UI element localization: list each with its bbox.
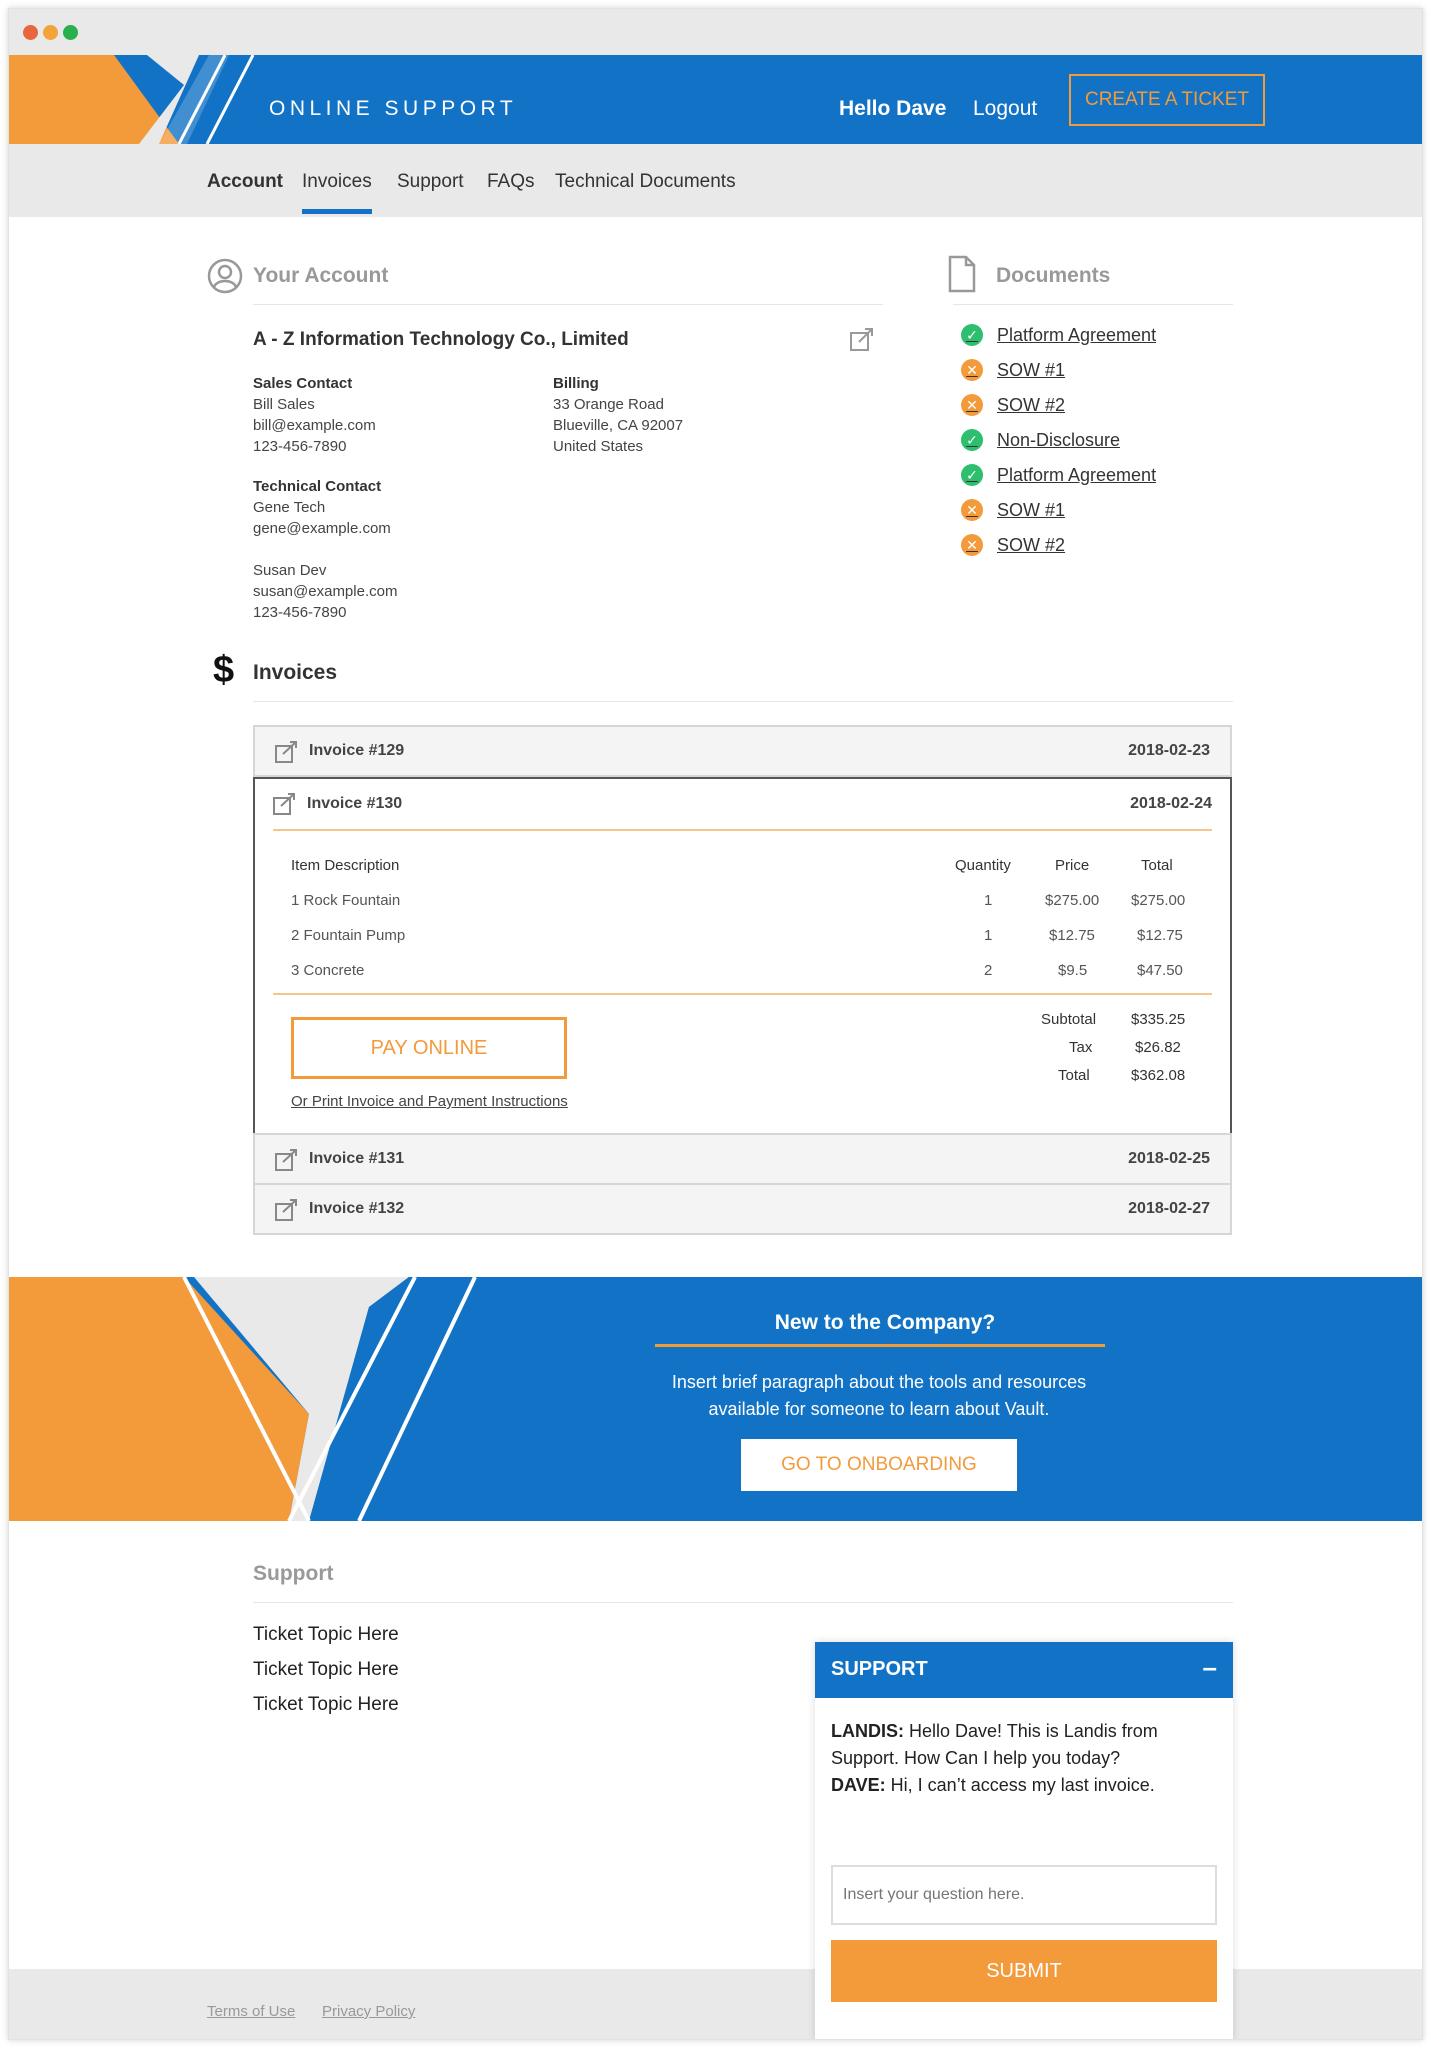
document-label: SOW #2: [997, 534, 1066, 555]
tab-technical-documents[interactable]: Technical Documents: [555, 171, 736, 192]
other-contact-name: Susan Dev: [253, 562, 327, 579]
col-total-header: Total: [1141, 857, 1173, 874]
invoice-date: 2018-02-23: [1128, 742, 1210, 759]
invoices-divider: [253, 701, 1233, 702]
chat-question-input[interactable]: [831, 1865, 1217, 1925]
site-header: [9, 55, 1422, 144]
ticket-topic[interactable]: Ticket Topic Here: [253, 1694, 399, 1715]
items-divider: [273, 993, 1212, 995]
document-link[interactable]: [961, 359, 1065, 381]
sales-contact-block: [253, 373, 376, 457]
ticket-topic[interactable]: Ticket Topic Here: [253, 1659, 399, 1680]
document-link[interactable]: [961, 464, 1156, 486]
document-link[interactable]: [961, 429, 1120, 451]
item-quantity: 2: [984, 962, 993, 979]
document-label: Platform Agreement: [997, 464, 1157, 485]
chat-title: SUPPORT: [831, 1658, 928, 1680]
pay-online-button[interactable]: PAY ONLINE: [291, 1017, 567, 1079]
window-minimize-button[interactable]: [43, 25, 58, 40]
invoice-expanded: [253, 777, 1232, 1135]
item-total: $275.00: [1131, 892, 1186, 909]
col-description-header: Item Description: [291, 857, 400, 874]
window-titlebar: [9, 9, 1422, 55]
document-label: SOW #1: [997, 359, 1066, 380]
check-icon: ✓: [961, 429, 983, 451]
technical-contact-heading: Technical Contact: [253, 478, 382, 495]
billing-country: United States: [553, 438, 644, 455]
window-close-button[interactable]: [23, 25, 38, 40]
col-price-header: Price: [1055, 857, 1090, 874]
ticket-topic[interactable]: Ticket Topic Here: [253, 1624, 399, 1645]
minimize-icon[interactable]: –: [1202, 1652, 1217, 1682]
account-divider: [253, 304, 883, 305]
edit-icon[interactable]: [849, 327, 875, 353]
open-invoice-icon: [275, 741, 299, 763]
item-total: $47.50: [1137, 962, 1183, 979]
billing-city: Blueville, CA 92007: [553, 417, 684, 434]
other-contact-block: [253, 560, 397, 623]
chat-speaker: DAVE:: [831, 1775, 886, 1795]
total-value: $362.08: [1131, 1067, 1186, 1084]
brand-logo-shapes: [9, 55, 309, 144]
billing-heading: Billing: [553, 375, 599, 392]
col-quantity-header: Quantity: [955, 857, 1011, 874]
invoice-label: Invoice #131: [309, 1150, 405, 1167]
tax-label: Tax: [1069, 1039, 1093, 1056]
document-link[interactable]: [961, 499, 1065, 521]
banner-title: New to the Company?: [774, 1311, 996, 1334]
invoice-date: 2018-02-25: [1128, 1150, 1210, 1167]
invoice-date: 2018-02-24: [1130, 795, 1212, 812]
browser-window: [8, 8, 1423, 2040]
invoice-row[interactable]: [253, 725, 1232, 777]
billing-street: 33 Orange Road: [553, 396, 664, 413]
window-maximize-button[interactable]: [63, 25, 78, 40]
onboarding-banner: [9, 1277, 1422, 1521]
other-contact-phone: 123-456-7890: [253, 604, 347, 621]
terms-of-use-link[interactable]: Terms of Use: [207, 2003, 296, 2020]
x-icon: ✕: [961, 534, 983, 556]
brand-title: ONLINE SUPPORT: [269, 97, 518, 120]
invoice-header-divider: [273, 829, 1212, 831]
check-icon: ✓: [961, 324, 983, 346]
user-greeting: Hello Dave: [839, 97, 947, 120]
item-description: 2 Fountain Pump: [291, 927, 406, 944]
sales-contact-phone: 123-456-7890: [253, 438, 347, 455]
account-title: Your Account: [253, 264, 389, 287]
billing-block: [553, 373, 683, 457]
document-label: Non-Disclosure: [997, 429, 1121, 450]
banner-divider: [655, 1344, 1105, 1347]
chat-message: [831, 1772, 1221, 1799]
document-label: SOW #2: [997, 394, 1066, 415]
print-invoice-link[interactable]: Or Print Invoice and Payment Instructions: [291, 1093, 568, 1110]
support-divider: [253, 1602, 1233, 1603]
invoice-label[interactable]: Invoice #130: [307, 795, 403, 812]
tax-value: $26.82: [1135, 1039, 1181, 1056]
technical-contact-block: [253, 476, 391, 539]
tab-account[interactable]: Account: [207, 171, 283, 192]
chat-submit-button[interactable]: SUBMIT: [831, 1940, 1217, 2002]
user-icon: [207, 258, 243, 294]
go-to-onboarding-button[interactable]: GO TO ONBOARDING: [741, 1439, 1017, 1491]
chat-speaker: LANDIS:: [831, 1721, 904, 1741]
open-invoice-icon: [275, 1199, 299, 1221]
invoice-label: Invoice #132: [309, 1200, 405, 1217]
logout-link[interactable]: Logout: [973, 97, 1038, 120]
item-quantity: 1: [984, 892, 993, 909]
document-icon: [947, 255, 977, 293]
chat-messages: [831, 1718, 1221, 1799]
sales-contact-email: bill@example.com: [253, 417, 376, 434]
invoices-title: Invoices: [253, 661, 338, 684]
document-link[interactable]: [961, 324, 1156, 346]
item-price: $275.00: [1045, 892, 1100, 909]
company-name: A - Z Information Technology Co., Limited: [253, 329, 629, 350]
item-price: $12.75: [1049, 927, 1095, 944]
check-icon: ✓: [961, 464, 983, 486]
open-invoice-icon: [273, 793, 297, 815]
document-label: Platform Agreement: [997, 324, 1157, 345]
document-label: SOW #1: [997, 499, 1066, 520]
support-chat-widget: [815, 1642, 1233, 2040]
privacy-policy-link[interactable]: Privacy Policy: [322, 2003, 416, 2020]
section-tabs: [9, 144, 1422, 217]
sales-contact-heading: Sales Contact: [253, 375, 353, 392]
item-price: $9.5: [1058, 962, 1088, 979]
item-quantity: 1: [984, 927, 993, 944]
x-icon: ✕: [961, 359, 983, 381]
total-label: Total: [1058, 1067, 1090, 1084]
subtotal-value: $335.25: [1131, 1011, 1186, 1028]
banner-text: Insert brief paragraph about the tools and resources available for someone to learn about Vault.: [671, 1372, 1087, 1419]
tab-faqs[interactable]: FAQs: [487, 171, 535, 192]
invoice-label: Invoice #129: [309, 742, 405, 759]
create-ticket-button[interactable]: CREATE A TICKET: [1069, 74, 1265, 126]
subtotal-label: Subtotal: [1041, 1011, 1097, 1028]
sales-contact-name: Bill Sales: [253, 396, 315, 413]
documents-title: Documents: [996, 264, 1111, 287]
tab-support[interactable]: Support: [397, 171, 464, 192]
banner-decor-shapes: [9, 1277, 489, 1521]
technical-contact-email: gene@example.com: [253, 520, 391, 537]
item-description: 3 Concrete: [291, 962, 365, 979]
chat-text: Hi, I can’t access my last invoice.: [885, 1775, 1155, 1795]
tab-invoices[interactable]: Invoices: [302, 171, 372, 214]
invoice-date: 2018-02-27: [1128, 1200, 1210, 1217]
x-icon: ✕: [961, 499, 983, 521]
documents-divider: [953, 304, 1233, 305]
document-link[interactable]: [961, 394, 1065, 416]
chat-header: [815, 1642, 1233, 1698]
chat-message: [831, 1718, 1221, 1772]
other-contact-email: susan@example.com: [253, 583, 398, 600]
invoice-row[interactable]: [253, 1183, 1232, 1235]
invoice-row[interactable]: [253, 1133, 1232, 1185]
x-icon: ✕: [961, 394, 983, 416]
technical-contact-name: Gene Tech: [253, 499, 326, 516]
document-link[interactable]: [961, 534, 1065, 556]
support-title: Support: [253, 1562, 334, 1585]
item-total: $12.75: [1137, 927, 1183, 944]
chat-text: Hello Dave! This is Landis from Support. How Can I help you today?: [831, 1721, 1158, 1768]
dollar-icon: $: [213, 649, 235, 691]
open-invoice-icon: [275, 1149, 299, 1171]
item-description: 1 Rock Fountain: [291, 892, 401, 909]
